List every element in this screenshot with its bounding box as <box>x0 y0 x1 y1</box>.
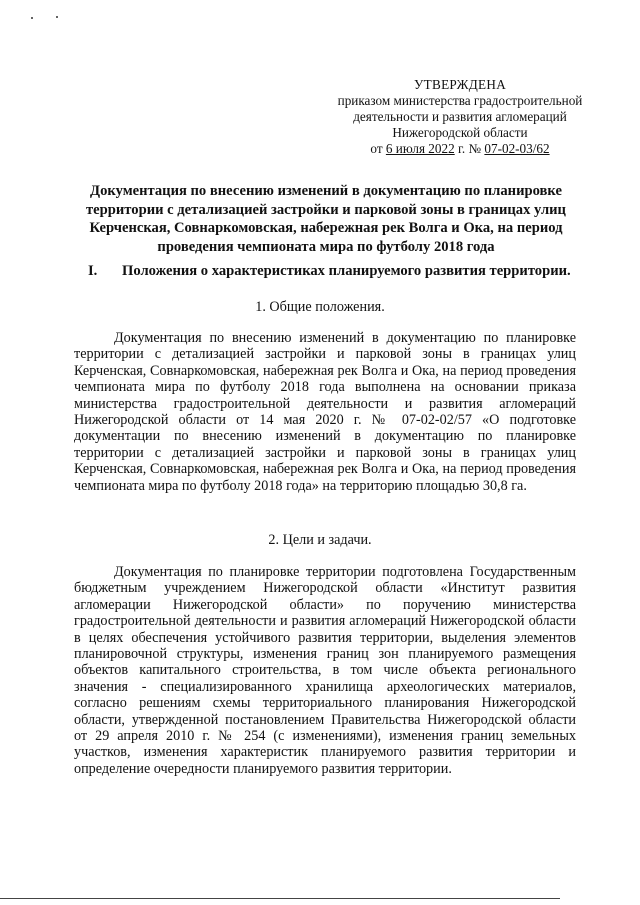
approval-heading: УТВЕРЖДЕНА <box>413 77 507 92</box>
approval-date-prefix: от <box>370 141 386 156</box>
bottom-rule <box>0 898 560 899</box>
approval-date-line <box>300 141 620 157</box>
approval-stamp <box>300 77 620 157</box>
section-heading <box>88 262 608 280</box>
subsection-title-goals: 2. Цели и задачи. <box>268 532 372 548</box>
approval-number: 07-02-03/62 <box>484 141 550 156</box>
subsection-title-general: 1. Общие положения. <box>255 299 385 315</box>
approval-line: Нижегородской области <box>392 125 528 140</box>
section-number: I. <box>88 263 98 279</box>
approval-date: 6 июля 2022 <box>385 141 455 156</box>
approval-line: деятельности и развития агломераций <box>353 109 567 124</box>
section-title: Положения о характеристиках планируемого развития территории. <box>122 263 571 279</box>
document-title: Документация по внесению изменений в документацию по планировке территории с детализацией застройки и парковой зоны в границах улиц Керченская, Совнаркомовская, набережная рек Волга и Ока, на период проведения чемпионата мира по футболу 2018 года <box>86 183 566 255</box>
approval-line: приказом министерства градостроительной <box>337 93 583 108</box>
scan-speck <box>31 17 33 19</box>
approval-number-prefix: г. № <box>454 141 485 156</box>
paragraph-general: Документация по внесению изменений в документацию по планировке территории с детализацией застройки и парковой зоны в границах улиц Керченская, Совнаркомовская, набережная рек Волга и Ока, на период проведения чемпионата мира по футболу 2018 года выполнена на основании приказа министерства градостроительной деятельности и развития агломераций Нижегородской области от 14 мая 2020 г. № 07-02-02/57 «О подготовке документации по внесению изменений в документацию по планировке территории с детализацией застройки и парковой зоны в границах улиц Керченская, Совнаркомовская, набережная рек Волга и Ока, на период проведения чемпионата мира по футболу 2018 года» на территорию площадью 30,8 га. <box>74 330 576 494</box>
scan-speck <box>56 16 58 18</box>
paragraph-goals: Документация по планировке территории подготовлена Государственным бюджетным учреждением Нижегородской области «Институт развития агломерации Нижегородской области» по поручению министерства градостроительной деятельности и развития агломераций Нижегородской области в целях обеспечения устойчивого развития территории, выделения элементов планировочной структуры, изменения границ зон планируемого размещения объектов капитального строительства, в том числе объекта регионального значения - специализированного хранилища археологических материалов, согласно решениям схемы территориального планирования Нижегородской области, утвержденной постановлением Правительства Нижегородской области от 29 апреля 2010 г. № 254 (с изменениями), изменения границ земельных участков, изменения характеристик планируемого развития территории и определение очередности планируемого развития территории. <box>74 564 576 777</box>
